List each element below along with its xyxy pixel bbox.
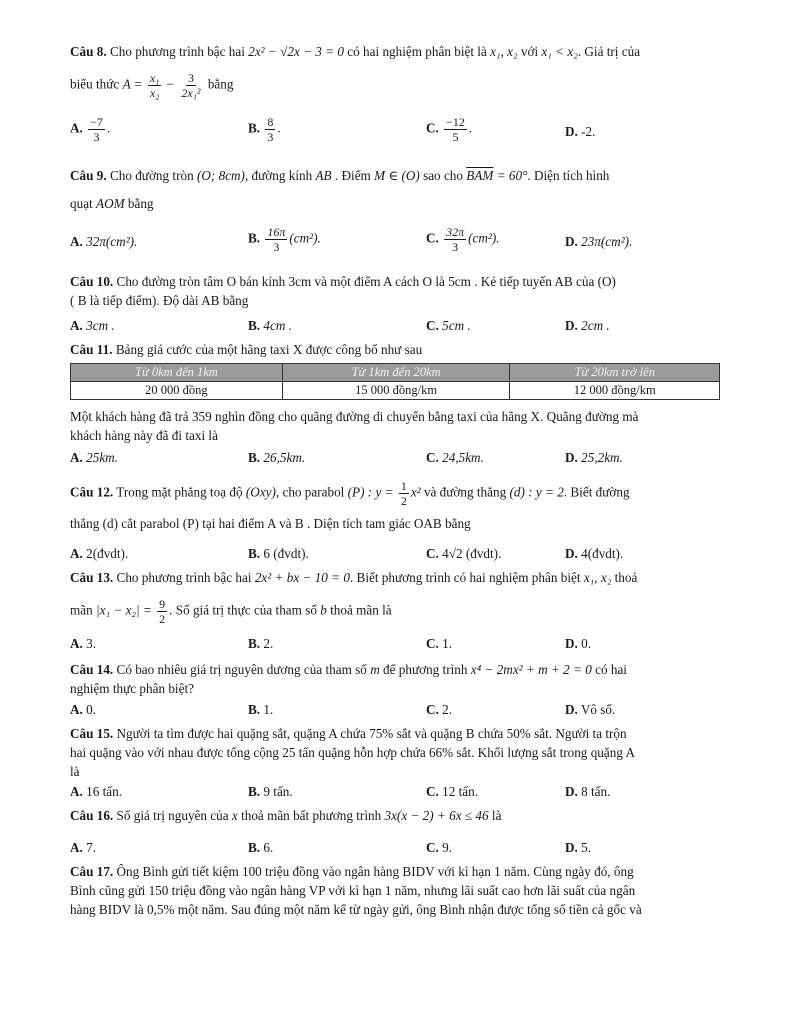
option-b[interactable]: B. 4cm . [248,318,292,333]
option-a[interactable]: A. 2(đvdt). [70,546,129,561]
option-d[interactable]: D. 2cm . [565,318,610,333]
parabola: (P) : y = [347,484,394,500]
question-12 [70,480,720,507]
options-q12 [70,546,720,566]
option-c[interactable]: C. 2. [426,702,453,717]
question-11 [70,340,720,359]
question-text: thoả mãn bất phương trình [241,808,382,823]
options-q9 [70,226,720,260]
question-label: Câu 17. [70,864,114,879]
equation: 2x² + bx − 10 = 0 [254,570,350,585]
question-17 [70,862,720,919]
question-label: Câu 9. [70,168,107,183]
question-text: bằng [207,76,234,92]
equation: x⁴ − 2mx² + m + 2 = 0 [470,662,592,677]
table-cell: 12 000 đồng/km [510,382,720,400]
fraction: $\frac{9}{2}$ [159,597,166,626]
question-13-line2 [70,598,720,625]
options-q15 [70,784,720,804]
fraction: $\frac{3}{\text{2x₁²}}$ [181,71,201,100]
question-text: Bảng giá cước của một hãng taxi X được công bố như sau [115,342,423,357]
question-text: khách hàng này đã đi taxi là [70,428,218,443]
option-d[interactable]: D. 5. [565,840,592,855]
option-a[interactable]: A. 0. [70,702,97,717]
question-text: , cho parabol [275,484,345,500]
option-c[interactable]: C. 5cm . [426,318,471,333]
question-text: bằng [127,196,154,211]
question-label: Câu 15. [70,726,114,741]
option-c[interactable]: C. $\frac{32\pi}{3}$ (cm²). [426,225,500,254]
question-text: và đường thẳng [423,484,507,500]
option-d[interactable]: D. 25,2km. [565,450,623,465]
question-text: Cho đường tròn [109,168,194,183]
condition: x₁ < x₂ [541,44,578,59]
question-14 [70,660,720,698]
question-text: . Diện tích hình [527,168,610,183]
question-10 [70,272,720,310]
option-c[interactable]: C. $\frac{-12}{5}$ . [426,115,473,144]
question-text: thẳng (d) cắt parabol (P) tại hai điểm A và B . Diện tích tam giác OAB bằng [70,516,471,531]
question-16 [70,806,720,825]
question-text: Ông Bình gửi tiết kiệm 100 triệu đồng vào ngân hàng BIDV với kì hạn 1 năm. Cùng ngày đó, ông [116,864,634,879]
question-text: Trong mặt phẳng toạ độ [116,484,243,500]
question-text: . Giá trị của [577,44,641,59]
question-text: Người ta tìm được hai quặng sắt, quặng A chứa 75% sắt và quặng B chứa 50% sắt. Người ta trộn [116,726,627,741]
options-q16 [70,840,720,860]
roots: x₁, x₂ [583,570,612,585]
option-b[interactable]: B. $\frac{16\pi}{3}$ (cm²). [248,225,321,254]
fraction: $\frac{\text{x₁}}{\text{x₂}}$ [149,71,160,100]
question-text: biểu thức [70,76,120,92]
option-c[interactable]: C. 12 tấn. [426,784,479,799]
question-12-line2 [70,514,720,533]
expression-lhs: A = [122,76,143,92]
parameter-b: b [320,602,327,618]
question-text: Số giá trị nguyên của [116,808,229,823]
minus-sign: − [166,76,175,92]
question-text: hàng BIDV là 0,5% một năm. Sau đúng một năm kể từ ngày gửi, ông Bình nhận được tổng số tiền cả gốc và [70,902,642,917]
question-text: Có bao nhiêu giá trị nguyên dương của tham số [116,662,367,677]
question-9 [70,166,720,185]
options-q11 [70,450,720,470]
question-label: Câu 13. [70,570,114,585]
table-header: Từ 1km đến 20km [282,364,510,382]
question-text: Cho phương trình bậc hai [116,570,252,585]
option-b[interactable]: B. 26,5km. [248,450,306,465]
parameter-m: m [370,662,380,677]
arc-angle: $\overline{BAM}$ [466,168,494,183]
question-label: Câu 11. [70,342,113,357]
table-cell: 15 000 đồng/km [282,382,510,400]
equation: 2x² − √2x − 3 = 0 [248,44,344,59]
option-b[interactable]: B. 6 (đvdt). [248,546,309,561]
question-text: để phương trình [383,662,468,677]
question-15 [70,724,720,781]
option-a[interactable]: A. 32π(cm²). [70,234,138,249]
question-label: Câu 12. [70,484,114,500]
option-c[interactable]: C. 4√2 (đvdt). [426,546,502,561]
question-text: nghiệm thực phân biệt? [70,681,194,696]
option-d[interactable]: D. 0. [565,636,592,651]
question-text: . Biết phương trình có hai nghiệm phân biệt [349,570,581,585]
variable-x: x [231,808,238,823]
line-d: (d) : y = 2 [509,484,564,500]
table-header: Từ 0km đến 1km [71,364,283,382]
segment: AB [315,168,332,183]
option-d[interactable]: D. Vô số. [565,702,616,717]
option-c[interactable]: C. 1. [426,636,453,651]
point-m: M ∈ (O) [374,168,420,183]
option-d[interactable]: D. 8 tấn. [565,784,611,799]
options-q8 [70,116,720,150]
question-text: . Điểm [334,168,371,183]
question-text: Một khách hàng đã trả 359 nghìn đồng cho quãng đường di chuyển bằng taxi của hãng X. Quãng đường mà [70,409,639,424]
taxi-fare-table [70,363,720,403]
question-13 [70,568,720,587]
question-text: . Số giá trị thực của tham số [169,602,317,618]
option-b[interactable]: B. 1. [248,702,274,717]
options-q13 [70,636,720,656]
question-label: Câu 8. [70,44,107,59]
option-b[interactable]: B. 9 tấn. [248,784,293,799]
option-a[interactable]: A. 25km. [70,450,118,465]
option-d[interactable]: D. -2. [565,124,596,139]
question-8 [70,42,720,61]
options-q10 [70,318,720,338]
table-cell: 20 000 đồng [71,382,283,400]
angle-value: = 60° [496,168,528,183]
question-text: với [520,44,539,59]
question-text: thoả mãn là [330,602,392,618]
table-header: Từ 20km trở lên [510,364,720,382]
question-text: hai quặng vào với nhau được tổng cộng 25 tấn quặng hỗn hợp chứa 66% sắt. Khối lượng sắt trong quặng A [70,745,636,760]
option-b[interactable]: B. $\frac{8}{3}$ . [248,115,281,144]
option-d[interactable]: D. 23π(cm²). [565,234,633,249]
question-9-line2 [70,194,720,213]
option-a[interactable]: A. 3cm . [70,318,115,333]
option-c[interactable]: C. 9. [426,840,453,855]
option-a[interactable]: A. $\frac{-7}{3}$ . [70,115,111,144]
question-text: Bình cũng gửi 150 triệu đồng vào ngân hàng VP với kì hạn 1 năm, nhưng lãi suất cao hơn lãi suất của ngân [70,883,636,898]
option-d[interactable]: D. 4(đvdt). [565,546,624,561]
question-text: mãn [70,602,93,618]
question-text: Cho đường tròn tâm O bán kính 3cm và một điểm A cách O là 5cm . Kẻ tiếp tuyến AB của (O) [116,274,616,289]
option-c[interactable]: C. 24,5km. [426,450,484,465]
question-text: sao cho [423,168,463,183]
fraction: $\frac{1}{2}$ [400,479,407,508]
question-text: có hai nghiệm phân biệt là [347,44,487,59]
question-label: Câu 14. [70,662,114,677]
question-text: ( B là tiếp điểm). Độ dài AB bằng [70,293,249,308]
option-a[interactable]: A. 3. [70,636,97,651]
question-11-body [70,407,720,445]
question-text: có hai [595,662,627,677]
question-label: Câu 16. [70,808,114,823]
inequality: 3x(x − 2) + 6x ≤ 46 [384,808,489,823]
question-text: , đường kính [244,168,313,183]
question-text: thoả [614,570,638,585]
question-text: quạt [70,196,93,211]
option-a[interactable]: A. 16 tấn. [70,784,123,799]
sector: AOM [96,196,125,211]
question-text: là [70,764,80,779]
option-b[interactable]: B. 2. [248,636,274,651]
question-text: Cho phương trình bậc hai [109,44,245,59]
x-squared: x² [410,484,421,500]
options-q14 [70,702,720,722]
question-text: là [491,808,502,823]
circle: (O; 8cm) [196,168,245,183]
absolute-value: |x₁ − x₂| = [96,602,152,618]
coordinate-system: (Oxy) [245,484,276,500]
option-a[interactable]: A. 7. [70,840,97,855]
question-8-expression [70,72,720,99]
option-b[interactable]: B. 6. [248,840,274,855]
question-label: Câu 10. [70,274,114,289]
roots: x₁, x₂ [490,44,518,59]
question-text: . Biết đường [563,484,630,500]
